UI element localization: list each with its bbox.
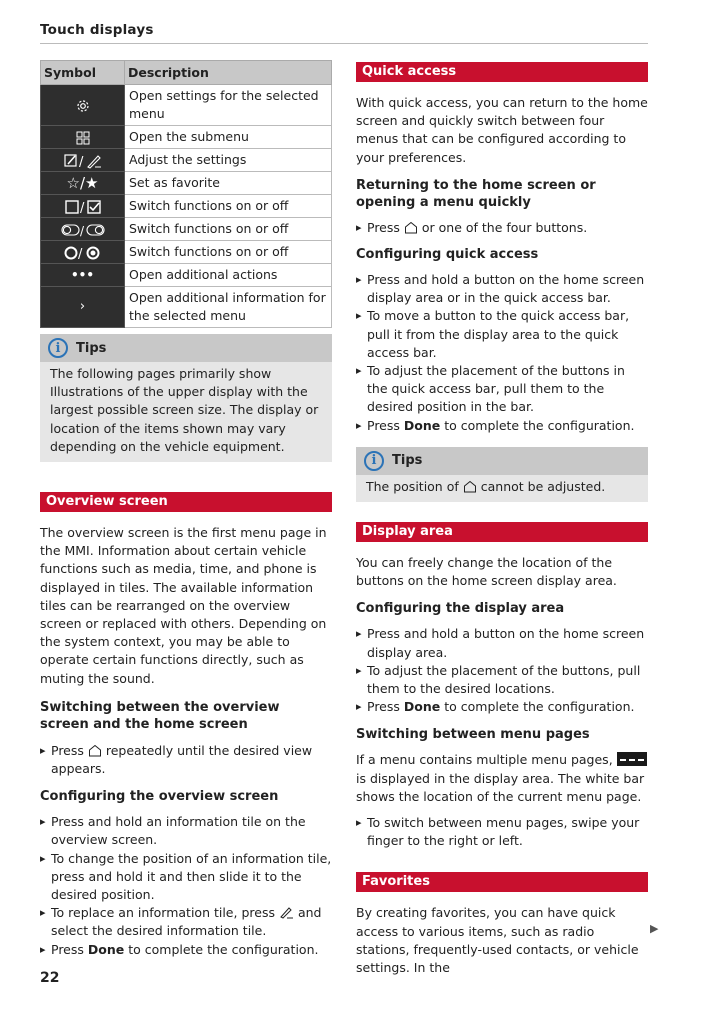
home-icon (88, 744, 102, 757)
table-cell-description: Set as favorite (125, 172, 332, 195)
table-cell-description: Switch functions on or off (125, 195, 332, 218)
display-area-config-heading: Configuring the display area (356, 601, 565, 617)
tips-box (356, 447, 648, 502)
list-item: ▸ Press and hold a button on the home screen display area. (356, 625, 648, 661)
step-text: to complete the configuration. (128, 941, 319, 957)
step-text: Press (51, 742, 84, 758)
list-item (40, 941, 332, 959)
page-header-title: Touch displays (40, 22, 154, 38)
step-text: or one of the four buttons. (421, 219, 588, 235)
step-text: Press (367, 219, 400, 235)
step-text: to complete the configuration. (444, 699, 635, 715)
symbol-column-header: Symbol (41, 61, 125, 85)
table-row (41, 241, 332, 264)
table-cell-description: Open the submenu (125, 126, 332, 149)
quick-access-intro: With quick access, you can return to the home screen and quickly switch between four menus that can be configured according to your preferences. (356, 95, 648, 165)
quick-access-section-title: Quick access (356, 62, 648, 82)
done-label: Done (87, 941, 125, 957)
edit-pencil-icon (279, 905, 294, 919)
table-cell-description: Open settings for the selected menu (125, 85, 332, 126)
left-column (40, 60, 332, 959)
table-row (41, 126, 332, 149)
tips-text-post: cannot be adjusted. (480, 478, 606, 494)
continue-arrow-icon: ▶ (650, 922, 659, 935)
list-item (40, 904, 332, 940)
table-row (41, 195, 332, 218)
list-item (40, 742, 332, 778)
checkbox-icon (41, 195, 125, 218)
more-dots-icon: ••• (41, 264, 125, 287)
done-label: Done (403, 699, 441, 715)
table-row (41, 287, 332, 328)
table-cell-description: Open additional actions (125, 264, 332, 287)
right-column (356, 62, 648, 977)
favorite-star-icon: ☆/★ (41, 172, 125, 195)
menu-pages-heading: Switching between menu pages (356, 727, 590, 743)
radio-button-icon (41, 241, 125, 264)
menu-pages-steps (356, 814, 648, 850)
list-item (356, 698, 648, 716)
list-item: ▸ To switch between menu pages, swipe your finger to the right or left. (356, 814, 648, 850)
quick-access-config-steps (356, 271, 648, 435)
overview-switch-heading: Switching between the overview screen and the home screen (40, 699, 280, 732)
overview-config-steps (40, 813, 332, 959)
table-cell-description: Open additional information for the selected menu (125, 287, 332, 328)
list-item: ▸ Press and hold an information tile on the overview screen. (40, 813, 332, 849)
toggle-switch-icon (41, 218, 125, 241)
table-row (41, 172, 332, 195)
table-row (41, 149, 332, 172)
tips-header (356, 447, 648, 475)
step-text: repeatedly until the desired view appears. (51, 742, 313, 777)
table-row (41, 264, 332, 287)
list-item: ▸ To adjust the placement of the buttons, pull them to the desired locations. (356, 662, 648, 698)
favorites-section-title: Favorites (356, 872, 648, 892)
overview-switch-steps (40, 742, 332, 778)
chevron-right-icon: › (41, 287, 125, 328)
table-cell-description: Switch functions on or off (125, 241, 332, 264)
home-icon (404, 221, 418, 234)
step-text: to complete the configuration. (444, 417, 635, 433)
step-text: Press (51, 941, 84, 957)
tips-box (40, 334, 332, 462)
overview-section-title: Overview screen (40, 492, 332, 512)
display-area-intro: You can freely change the location of the buttons on the home screen display area. (356, 555, 617, 589)
info-icon: i (364, 451, 384, 471)
step-text: Press (367, 417, 400, 433)
list-item: ▸ To move a button to the quick access bar, pull it from the display area to the quick access bar. (356, 307, 648, 362)
adjust-settings-icon (41, 149, 125, 172)
overview-config-heading: Configuring the overview screen (40, 789, 279, 805)
done-label: Done (403, 417, 441, 433)
quick-access-config-heading: Configuring quick access (356, 247, 539, 263)
display-area-config-steps (356, 625, 648, 716)
page-header (40, 22, 648, 44)
svg-text:/: / (79, 223, 84, 237)
svg-text:/: / (79, 200, 84, 215)
home-icon (463, 480, 477, 493)
tips-header (40, 334, 332, 362)
menu-pages-text-pre: If a menu contains multiple menu pages, (356, 752, 613, 768)
tips-label: Tips (76, 340, 107, 356)
table-row (41, 85, 332, 126)
list-item (356, 219, 648, 237)
svg-text:/: / (78, 154, 83, 169)
table-row (41, 218, 332, 241)
step-text: To replace an information tile, press (51, 905, 275, 921)
table-cell-description: Adjust the settings (125, 149, 332, 172)
display-area-section-title: Display area (356, 522, 648, 542)
list-item: ▸ To change the position of an information tile, press and hold it and then slide it to the desired position. (40, 850, 332, 905)
list-item: ▸ Press and hold a button on the home screen display area or in the quick access bar. (356, 271, 648, 307)
settings-gear-icon (41, 85, 125, 126)
description-column-header: Description (125, 61, 332, 85)
menu-pages-text (356, 751, 648, 806)
svg-text:/: / (77, 246, 82, 261)
symbol-table (40, 60, 332, 328)
page-indicator-icon (617, 752, 647, 766)
overview-intro: The overview screen is the first menu page in the MMI. Information about certain vehicle functions such as media, time, and phone is displayed in tiles. The available information tiles can be rearranged on the overview screen or replaced with others. Depending on the system context, you may be able to operate certain functions directly, such as muting the sound. (40, 525, 327, 686)
info-icon: i (48, 338, 68, 358)
quick-access-return-steps (356, 219, 648, 237)
favorites-text: By creating favorites, you can have quick access to various items, such as radio stations, frequently-used contacts, or vehicle settings. In the (356, 905, 639, 976)
step-text: Press (367, 699, 400, 715)
tips-text (356, 475, 648, 502)
table-cell-description: Switch functions on or off (125, 218, 332, 241)
tips-text: The following pages primarily show Illustrations of the upper display with the largest possible screen size. The display or location of the items shown may vary depending on the vehicle equipment. (50, 366, 319, 454)
tips-label: Tips (392, 453, 423, 469)
tips-text-pre: The position of (366, 478, 459, 494)
page-number: 22 (40, 970, 60, 986)
list-item: ▸ To adjust the placement of the buttons in the quick access bar, pull them to the desired position in the bar. (356, 362, 648, 417)
list-item (356, 417, 648, 435)
step-text: and select the desired information tile. (51, 905, 322, 939)
quick-access-return-heading: Returning to the home screen or opening a menu quickly (356, 177, 596, 210)
menu-pages-text-post: is displayed in the display area. The white bar shows the location of the current menu page. (356, 770, 645, 804)
submenu-grid-icon (41, 126, 125, 149)
